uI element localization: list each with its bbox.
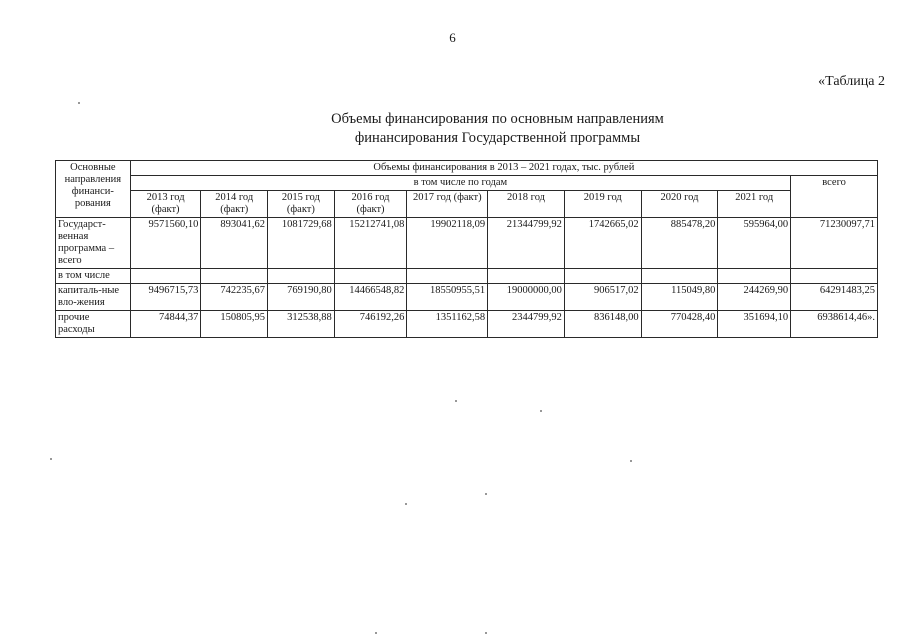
- table-row-including: [56, 269, 878, 284]
- year-header: 2021 год: [718, 191, 791, 218]
- value-cell: 18550955,51: [407, 284, 488, 311]
- document-title: [0, 110, 905, 148]
- value-cell: 9571560,10: [130, 218, 201, 269]
- row-label: в том числе: [56, 269, 131, 284]
- financing-group-header: Объемы финансирования в 2013 – 2021 годах, тыс. рублей: [130, 161, 877, 176]
- table-row-other: [56, 311, 878, 338]
- value-cell: [268, 269, 335, 284]
- value-cell: 312538,88: [268, 311, 335, 338]
- value-cell: 769190,80: [268, 284, 335, 311]
- scan-speck: [455, 400, 457, 402]
- value-cell: [201, 269, 268, 284]
- value-cell: 9496715,73: [130, 284, 201, 311]
- scan-speck: [540, 410, 542, 412]
- value-cell: 244269,90: [718, 284, 791, 311]
- value-cell: 885478,20: [641, 218, 718, 269]
- financing-table: [55, 160, 878, 338]
- table-row-program-total: [56, 218, 878, 269]
- value-cell: 14466548,82: [334, 284, 407, 311]
- value-cell: [718, 269, 791, 284]
- scan-speck: [50, 458, 52, 460]
- by-years-header: в том числе по годам: [130, 176, 790, 191]
- year-header: 2019 год: [564, 191, 641, 218]
- value-cell: [641, 269, 718, 284]
- value-cell: 595964,00: [718, 218, 791, 269]
- total-cell: 71230097,71: [791, 218, 878, 269]
- table-label: «Таблица 2: [818, 74, 885, 89]
- value-cell: 746192,26: [334, 311, 407, 338]
- value-cell: 1742665,02: [564, 218, 641, 269]
- value-cell: [334, 269, 407, 284]
- value-cell: 19902118,09: [407, 218, 488, 269]
- value-cell: 906517,02: [564, 284, 641, 311]
- value-cell: [407, 269, 488, 284]
- scan-speck: [375, 632, 377, 634]
- total-header: всего: [791, 176, 878, 218]
- value-cell: 770428,40: [641, 311, 718, 338]
- value-cell: 74844,37: [130, 311, 201, 338]
- value-cell: [488, 269, 565, 284]
- total-cell: 64291483,25: [791, 284, 878, 311]
- row-label: прочие расходы: [56, 311, 131, 338]
- value-cell: 893041,62: [201, 218, 268, 269]
- year-header: 2020 год: [641, 191, 718, 218]
- year-header: 2013 год (факт): [130, 191, 201, 218]
- value-cell: 836148,00: [564, 311, 641, 338]
- value-cell: 1081729,68: [268, 218, 335, 269]
- value-cell: 351694,10: [718, 311, 791, 338]
- value-cell: 21344799,92: [488, 218, 565, 269]
- value-cell: [564, 269, 641, 284]
- year-header: 2018 год: [488, 191, 565, 218]
- value-cell: 115049,80: [641, 284, 718, 311]
- value-cell: [130, 269, 201, 284]
- page-number: 6: [449, 30, 456, 45]
- value-cell: 19000000,00: [488, 284, 565, 311]
- title-line-1: Объемы финансирования по основным направлениям: [331, 111, 664, 127]
- title-line-2: финансирования Государственной программы: [354, 130, 641, 146]
- year-header: 2015 год (факт): [268, 191, 335, 218]
- scan-speck: [630, 460, 632, 462]
- scan-speck: [485, 493, 487, 495]
- scan-speck: [485, 632, 487, 634]
- value-cell: 2344799,92: [488, 311, 565, 338]
- value-cell: 1351162,58: [407, 311, 488, 338]
- year-header: 2017 год (факт): [407, 191, 488, 218]
- row-label: Государст-венная программа – всего: [56, 218, 131, 269]
- value-cell: 150805,95: [201, 311, 268, 338]
- total-cell: [791, 269, 878, 284]
- table-row-capital: [56, 284, 878, 311]
- row-label: капиталь-ные вло-жения: [56, 284, 131, 311]
- scan-speck: [405, 503, 407, 505]
- directions-header: Основные направления финанси-рования: [56, 161, 131, 218]
- value-cell: 15212741,08: [334, 218, 407, 269]
- scan-speck: [78, 102, 80, 104]
- year-header: 2014 год (факт): [201, 191, 268, 218]
- value-cell: 742235,67: [201, 284, 268, 311]
- total-cell: 6938614,46».: [791, 311, 878, 338]
- year-header: 2016 год (факт): [334, 191, 407, 218]
